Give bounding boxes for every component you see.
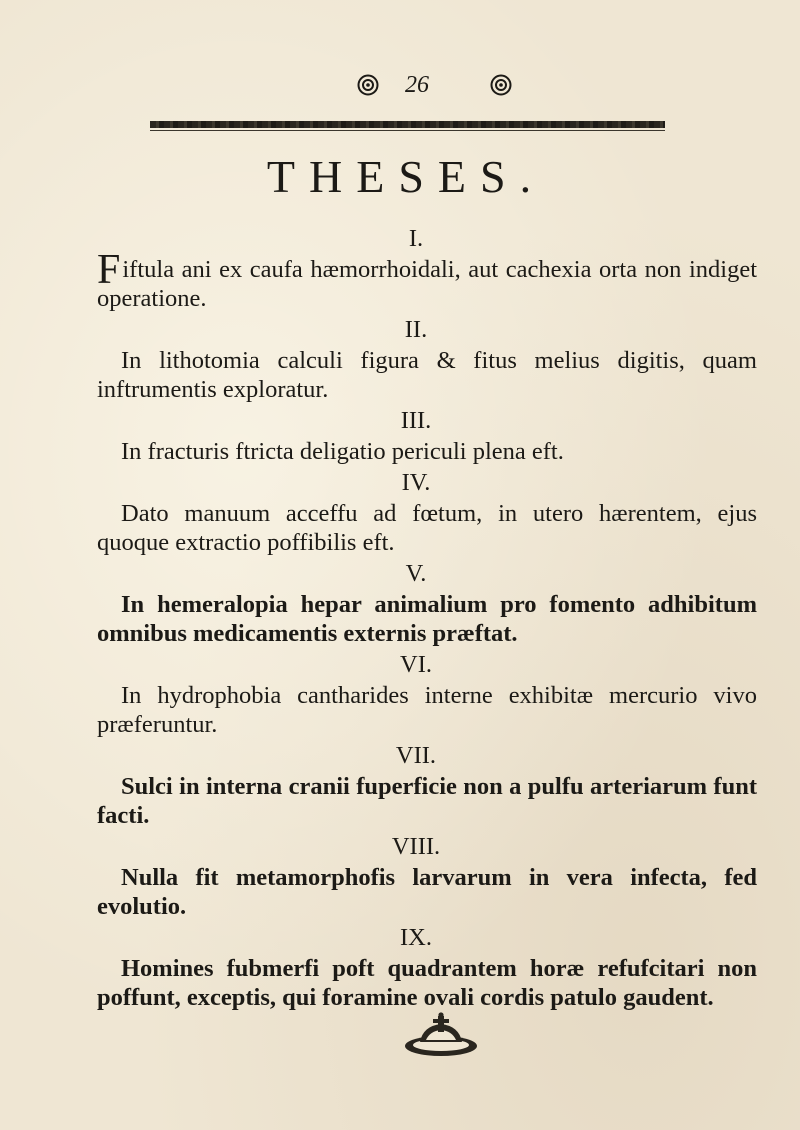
page-header — [0, 68, 800, 108]
thesis-item — [97, 557, 757, 648]
thesis-numeral: II. — [404, 316, 428, 343]
thesis-numeral: I. — [408, 225, 424, 252]
thesis-text: In lithotomia calculi figura & fitus melius digitis, quam inftrumentis exploratur. — [97, 347, 757, 403]
thesis-numeral: VIII. — [391, 833, 441, 860]
thesis-text: Nulla fit metamorphofis larvarum in vera infecta, fed evolutio. — [97, 864, 757, 920]
rosette-ornament-icon — [490, 74, 512, 96]
page-title: THESES. — [266, 151, 546, 202]
thesis-item — [97, 648, 757, 739]
thesis-numeral: IV. — [401, 469, 431, 496]
thesis-text — [97, 247, 757, 313]
thesis-numeral: IX. — [400, 924, 432, 951]
thesis-numeral: VI. — [400, 651, 432, 678]
theses-list — [97, 222, 757, 1012]
thesis-item — [97, 739, 757, 830]
thesis-item — [97, 921, 757, 1012]
thesis-item — [97, 404, 757, 466]
thesis-item — [97, 466, 757, 557]
thesis-numeral: VII. — [395, 742, 437, 769]
thesis-text: In hydrophobia cantharides interne exhibitæ mercurio vivo præferuntur. — [97, 682, 757, 738]
thesis-numeral: III. — [400, 407, 432, 434]
thesis-numeral: V. — [405, 560, 427, 587]
thesis-item — [97, 830, 757, 921]
crown-fleuron-icon — [398, 1012, 484, 1060]
page-number: 26 — [405, 72, 429, 98]
thesis-text: Dato manuum acceffu ad fœtum, in utero hærentem, ejus quoque extractio poffibilis eft. — [97, 500, 757, 556]
thesis-text: Homines fubmerfi poft quadrantem horæ refufcitari non poffunt, exceptis, qui foramine ovali cordis patulo gaudent. — [97, 955, 757, 1011]
decorative-rule — [150, 121, 665, 128]
rosette-ornament-icon — [357, 74, 379, 96]
drop-cap-initial: F — [97, 247, 121, 293]
thesis-text: In fracturis ftricta deligatio periculi plena eft. — [121, 438, 564, 465]
thesis-item — [97, 222, 757, 313]
thesis-text: In hemeralopia hepar animalium pro fomento adhibitum omnibus medicamentis externis præftat. — [97, 591, 757, 647]
thesis-text: Sulci in interna cranii fuperficie non a pulfu arteriarum funt facti. — [97, 773, 757, 829]
thesis-body: iftula ani ex caufa hæmorrhoidali, aut cachexia orta non indiget operatione. — [97, 256, 757, 312]
thesis-item — [97, 313, 757, 404]
thin-rule — [150, 130, 665, 131]
